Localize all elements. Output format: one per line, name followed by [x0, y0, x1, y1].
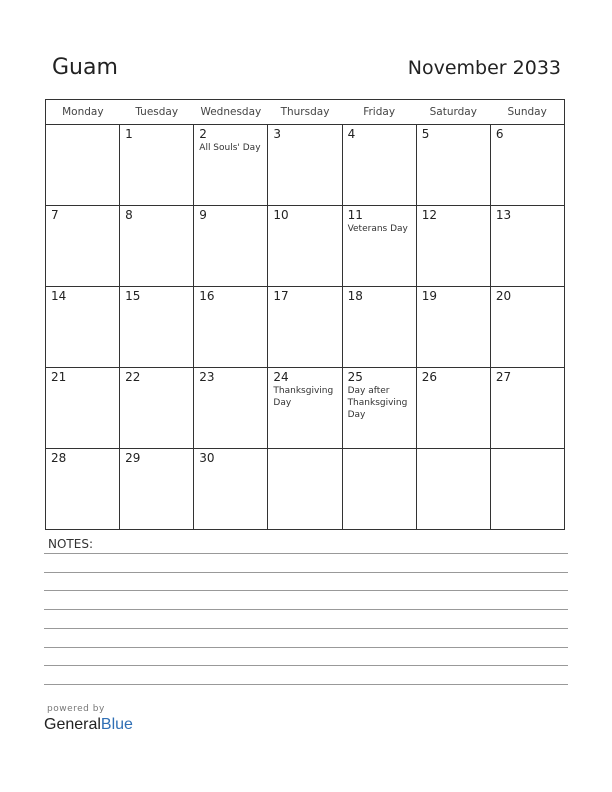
notes-label: NOTES:: [48, 537, 93, 551]
calendar-day-cell: [120, 206, 194, 287]
calendar-day-cell: [342, 206, 416, 287]
day-number: 7: [51, 208, 59, 222]
day-number: 4: [347, 127, 356, 141]
weekday-sunday: Sunday: [490, 100, 564, 125]
calendar-day-cell: [416, 368, 490, 449]
calendar-day-cell: [490, 206, 564, 287]
calendar-day-cell: [120, 449, 194, 530]
powered-by-text: powered by: [47, 704, 105, 714]
calendar-day-cell: [268, 449, 342, 530]
calendar-day-cell: [490, 368, 564, 449]
day-number: 5: [421, 127, 430, 141]
notes-line: [44, 590, 568, 591]
day-number: 28: [51, 451, 67, 465]
notes-line: [44, 684, 568, 685]
calendar-day-cell: [268, 125, 342, 206]
calendar-day-cell: [194, 206, 268, 287]
day-number: 12: [421, 208, 437, 222]
weekday-saturday: Saturday: [416, 100, 490, 125]
calendar-week-row: [46, 287, 565, 368]
notes-line: [44, 628, 568, 629]
calendar-day-cell: [268, 206, 342, 287]
brand-part-general: General: [44, 716, 101, 733]
calendar-day-cell: [268, 368, 342, 449]
day-number: 8: [125, 208, 133, 222]
notes-line: [44, 609, 568, 610]
holiday-label: All Souls' Day: [199, 143, 261, 153]
day-number: 23: [199, 370, 215, 384]
calendar-week-row: [46, 368, 565, 449]
day-number: 2: [199, 127, 207, 141]
calendar-day-cell: [416, 206, 490, 287]
calendar-day-cell: [46, 449, 120, 530]
day-number: 13: [495, 208, 512, 222]
day-number: 10: [273, 208, 289, 222]
day-number: 21: [51, 370, 67, 384]
brand-part-blue: Blue: [100, 716, 133, 733]
calendar-day-cell: [46, 206, 120, 287]
calendar-day-cell: [342, 125, 416, 206]
calendar-day-cell: [46, 368, 120, 449]
calendar-day-cell: [194, 449, 268, 530]
weekday-thursday: Thursday: [268, 100, 342, 125]
calendar-day-cell: [342, 287, 416, 368]
day-number: 26: [421, 370, 437, 384]
weekday-wednesday: Wednesday: [194, 100, 268, 125]
calendar-day-cell: [416, 449, 490, 530]
day-number: 11: [347, 208, 363, 222]
weekday-monday: Monday: [46, 100, 120, 125]
day-number: 16: [199, 289, 215, 303]
calendar-day-cell: [490, 287, 564, 368]
calendar-day-cell: [416, 125, 490, 206]
calendar-day-cell: [416, 287, 490, 368]
day-number: 27: [495, 370, 512, 384]
notes-line: [44, 553, 568, 554]
notes-line: [44, 647, 568, 648]
calendar-day-cell: [46, 287, 120, 368]
calendar-week-row: [46, 449, 565, 530]
calendar-week-row: [46, 206, 565, 287]
day-number: 1: [125, 127, 133, 141]
day-number: 19: [421, 289, 437, 303]
calendar-grid: [45, 99, 565, 530]
day-number: 15: [125, 289, 141, 303]
calendar-week-row: [46, 125, 565, 206]
weekday-header-row: [46, 100, 565, 125]
holiday-label: Thanksgiving Day: [273, 386, 334, 408]
day-number: 29: [125, 451, 141, 465]
calendar-day-cell: [120, 125, 194, 206]
day-number: 3: [273, 127, 282, 141]
generalblue-logo[interactable]: [44, 716, 133, 734]
holiday-label: Veterans Day: [347, 224, 408, 234]
holiday-label: Day after Thanksgiving Day: [347, 386, 408, 420]
calendar-day-cell: [342, 368, 416, 449]
day-number: 30: [199, 451, 215, 465]
calendar-day-cell: [490, 125, 564, 206]
calendar-day-cell: [268, 287, 342, 368]
calendar-month-year: November 2033: [407, 57, 561, 79]
day-number: 25: [347, 370, 363, 384]
calendar-day-cell: [46, 125, 120, 206]
calendar-day-cell: [194, 287, 268, 368]
day-number: 6: [495, 127, 504, 141]
calendar-day-cell: [342, 449, 416, 530]
day-number: 22: [125, 370, 141, 384]
day-number: 18: [347, 289, 363, 303]
day-number: 17: [273, 289, 289, 303]
notes-line: [44, 572, 568, 573]
day-number: 9: [199, 208, 207, 222]
weekday-tuesday: Tuesday: [120, 100, 194, 125]
calendar-region-title: Guam: [52, 55, 118, 80]
calendar-day-cell: [194, 368, 268, 449]
day-number: 14: [51, 289, 67, 303]
notes-line: [44, 665, 568, 666]
calendar-day-cell: [120, 287, 194, 368]
calendar-day-cell: [194, 125, 268, 206]
day-number: 24: [273, 370, 289, 384]
calendar-day-cell: [120, 368, 194, 449]
calendar-day-cell: [490, 449, 564, 530]
day-number: 20: [495, 289, 512, 303]
weekday-friday: Friday: [342, 100, 416, 125]
